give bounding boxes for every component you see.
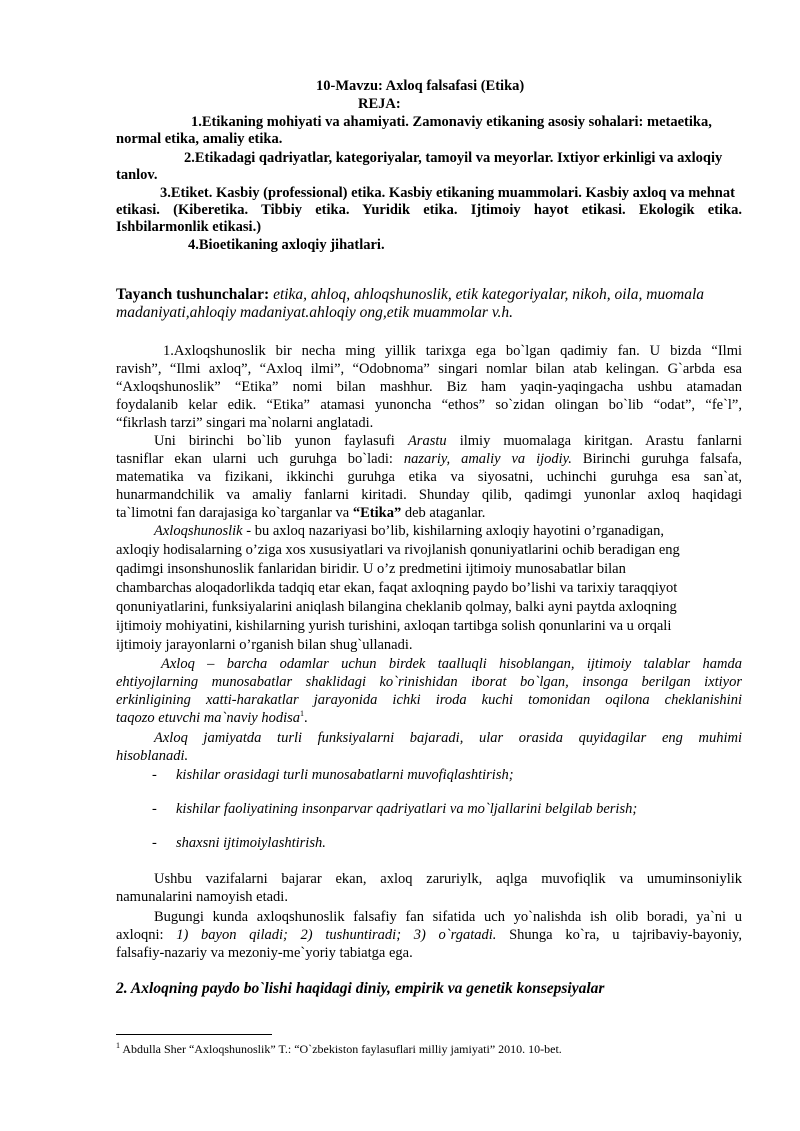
para3-line: ijtimoiy jarayonlarni o’rganish bilan shug`ullanadi. xyxy=(116,637,413,653)
para2-line: hunarmandchilik va amaliy fanlarni kiritadi. Shunday qilib, qadimgi yunonlar axloq haqidagi xyxy=(116,487,742,503)
definition-line: taqozo etuvchi ma`naviy hodisa$^1$. xyxy=(116,709,308,726)
para1-line: foydalanib kelar edik. “Etika” atamasi yunoncha “ethos” so`zidan olingan bo`lib “odat”, “fe`l”, xyxy=(116,397,742,413)
footnote-ref[interactable]: 1 xyxy=(300,709,305,719)
para1-line: ravish”, “Ilmi axloq”, “Axloq ilmi”, “Odobnoma” singari nomlar bilan atab kelingan. G`arbda esa xyxy=(116,361,742,377)
plan-item-3-cont: etikasi. (Kiberetika. Tibbiy etika. Yuridik etika. Ijtimoiy hayot etikasi. Ekologik etika. xyxy=(116,202,742,218)
para1-line: 1.Axloqshunoslik bir necha ming yillik tarixga ega bo`lgan qadimiy fan. U bizda “Ilmi xyxy=(163,343,742,359)
plan-item-2: 2.Etikadagi qadriyatlar, kategoriyalar, tamoyil va meyorlar. Ixtiyor erkinligi va axloqiy xyxy=(184,150,723,166)
para5-line: axloqni: 1) bayon qiladi; 2) tushuntiradi; 3) o`rgatadi. Shunga ko`ra, u tajribaviy-bayoniy, xyxy=(116,927,742,943)
plan-item-3: 3.Etiket. Kasbiy (professional) etika. Kasbiy etikaning muammolari. Kasbiy axloq va mehnat xyxy=(160,185,735,201)
list-item: shaxsni ijtimoiylashtirish. xyxy=(176,835,326,851)
para2-line: ta`limotni fan darajasiga ko`targanlar va “Etika” deb ataganlar. xyxy=(116,505,486,521)
footnote xyxy=(116,1040,562,1058)
bullet-marker: - xyxy=(152,801,157,817)
section-heading: 2. Axloqning paydo bo`lishi haqidagi diniy, empirik va genetik konsepsiyalar xyxy=(116,980,605,997)
para2-line: tasniflar ekan ularni uch guruhga bo`ladi: nazariy, amaliy va ijodiy. Birinchi guruhga falsafa, xyxy=(116,451,742,467)
functions-intro: Axloq jamiyatda turli funksiyalarni bajaradi, ular orasida quyidagilar eng muhimi xyxy=(154,730,742,746)
para5-line: Bugungi kunda axloqshunoslik falsafiy fan sifatida uch yo`nalishda ish olib boradi, ya`ni u xyxy=(154,909,742,925)
key-terms-list-cont: madaniyati,ahloqiy madaniyat.ahloqiy ong,etik muammolar v.h. xyxy=(116,304,514,321)
philosopher-name: Arastu xyxy=(407,433,447,449)
para1-line: “fikrlash tarzi” singari ma`nolarni anglatadi. xyxy=(116,415,374,431)
page-title: 10-Mavzu: Axloq falsafasi (Etika) xyxy=(316,78,525,94)
list-item: kishilar orasidagi turli munosabatlarni muvofiqlashtirish; xyxy=(176,767,514,783)
plan-item-4: 4.Bioetikaning axloqiy jihatlari. xyxy=(188,237,385,253)
para3-line: ijtimoiy mohiyatini, kishilarning yurish turishini, axloqan tartibga solish qonunlarini va u orqali xyxy=(116,618,672,634)
footnote-number: 1 xyxy=(116,1041,120,1050)
para4-line: Ushbu vazifalarni bajarar ekan, axloq zaruriylk, aqlga muvofiqlik va umuminsoniylik xyxy=(154,871,742,887)
para4-line: namunalarini namoyish etadi. xyxy=(116,889,288,905)
functions-intro-cont: hisoblanadi. xyxy=(116,748,189,764)
plan-item-1-cont: normal etika, amaliy etika. xyxy=(116,131,283,147)
plan-item-1: 1.Etikaning mohiyati va ahamiyati. Zamonaviy etikaning asosiy sohalari: metaetika, xyxy=(191,114,712,130)
definition-line: erkinligining xatti-harakatlar jarayonida ichki iroda kuchi tomonidan oqilona cheklanishini xyxy=(116,692,742,708)
plan-heading: REJA: xyxy=(358,96,401,112)
para3-line: axloqiy hodisalarning o’ziga xos xususiyatlari va rivojlanish qonuniyatlarini ochib beradigan eng xyxy=(116,542,680,558)
para2-line: matematika va fizikani, ikkinchi guruhga etika va siyosatni, uchinchi guruhga esa san`at, xyxy=(116,469,742,485)
bullet-marker: - xyxy=(152,835,157,851)
footnote-divider xyxy=(116,1034,272,1035)
definition-line: ehtiyojlarning munosabatlar shaklidagi ko`rinishidan iborat bo`lgan, insonga berilgan ixtiyor xyxy=(116,674,742,690)
definition-line: Axloq – barcha odamlar uchun birdek taalluqli hisoblangan, ijtimoiy talablar hamda xyxy=(161,656,742,672)
plan-item-2-cont: tanlov. xyxy=(116,167,158,183)
footnote-text: Abdulla Sher “Axloqshunoslik” T.: “O`zbekiston faylasuflari milliy jamiyati” 2010. 10-bet. xyxy=(120,1042,562,1056)
para3-line: qonuniyatlarini, funksiyalarini aniqlash bilangina cheklanib qolmay, balki ayni paytda axloqning xyxy=(116,599,677,615)
para3-line: Axloqshunoslik - bu axloq nazariyasi bo’lib, kishilarning axloqiy hayotini o’rganadigan, xyxy=(154,523,664,539)
para3-line: chambarchas aloqadorlikda tadqiq etar ekan, faqat axloqning paydo bo’lishi va tarixiy taraqqiyot xyxy=(116,580,678,596)
list-item: kishilar faoliyatining insonparvar qadriyatlari va mo`ljallarini belgilab berish; xyxy=(176,801,638,817)
para5-line: falsafiy-nazariy va mezoniy-me`yoriy tabiatga ega. xyxy=(116,945,413,961)
para3-line: qadimgi insonshunoslik fanlaridan biridir. U o’z predmetini ijtimoiy munosabatlar bilan xyxy=(116,561,626,577)
key-terms xyxy=(116,286,704,304)
key-terms-label: Tayanch tushunchalar: xyxy=(116,286,270,303)
para2-line: Uni birinchi bo`lib yunon faylasufi Arastu ilmiy muomalaga kiritgan. Arastu fanlarni xyxy=(154,433,742,449)
key-terms-list: etika, ahloq, ahloqshunoslik, etik kategoriyalar, nikoh, oila, muomala xyxy=(273,286,704,303)
bullet-marker: - xyxy=(152,767,157,783)
para1-line: “Axloqshunoslik” “Etika” nomi bilan mashhur. Biz ham yaqin-yaqingacha ushbu atamadan xyxy=(116,379,742,395)
plan-item-3-cont2: Ishbilarmonlik etikasi.) xyxy=(116,219,262,235)
